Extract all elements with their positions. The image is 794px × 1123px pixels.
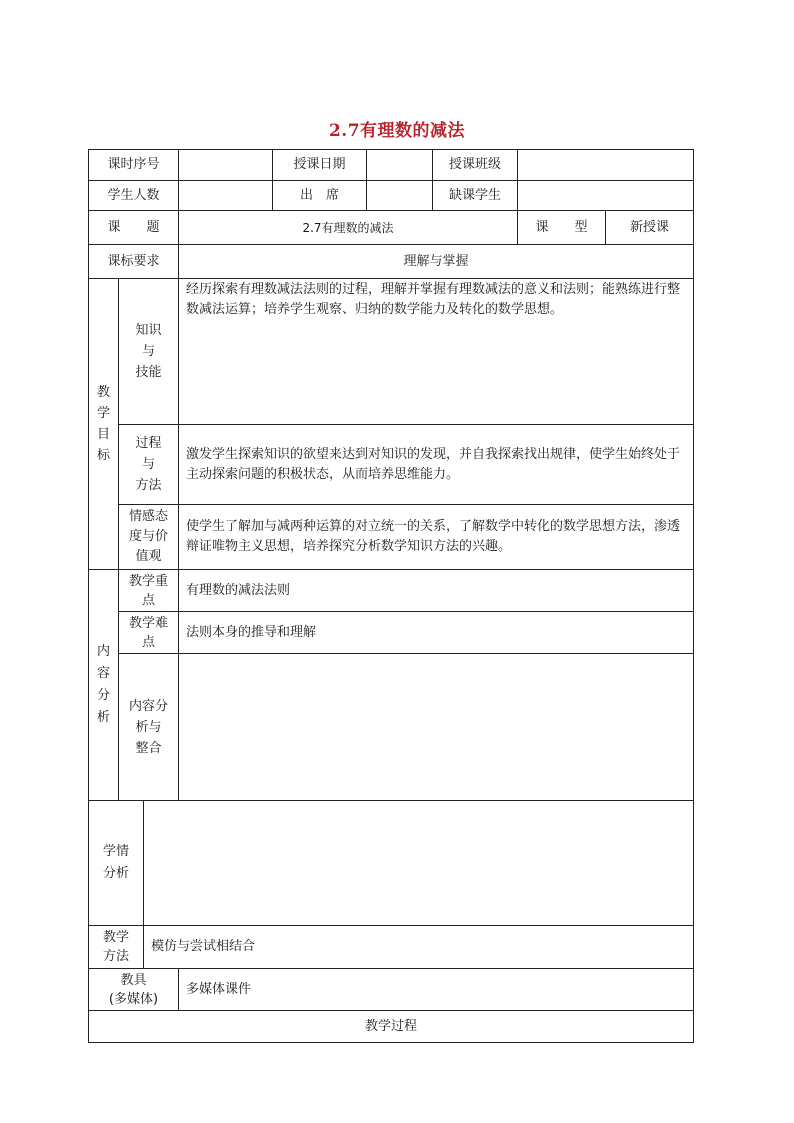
- content-integration-text[interactable]: [179, 654, 693, 800]
- student-count-value[interactable]: [179, 181, 272, 210]
- curriculum-standard-value: 理解与掌握: [403, 253, 469, 269]
- learner-analysis-text[interactable]: [144, 801, 693, 925]
- key-point-label: 教学重 点: [128, 573, 168, 608]
- content-analysis-group-label: 内容分析: [96, 644, 110, 725]
- absent-students-value[interactable]: [518, 181, 693, 210]
- curriculum-standard-label: 课标要求: [107, 253, 160, 269]
- teaching-method-label: 教学 方法: [102, 930, 129, 964]
- teaching-objectives-label: 教学目标: [96, 385, 110, 463]
- lesson-number-label: 课时序号: [107, 157, 160, 172]
- class-value[interactable]: [518, 150, 693, 180]
- key-point-text: 有理数的减法法则: [186, 582, 291, 598]
- topic-label: 课 题: [107, 219, 160, 235]
- teaching-method-text: 模仿与尝试相结合: [151, 939, 256, 954]
- content-integration-label: 内容分 析与 整合: [128, 698, 168, 756]
- attendance-label: 出 席: [299, 187, 339, 203]
- teaching-tools-text: 多媒体课件: [186, 981, 252, 997]
- teaching-date-value[interactable]: [367, 150, 432, 180]
- knowledge-skills-label: 知识 与 技能: [135, 323, 162, 380]
- difficulty-text: 法则本身的推导和理解: [186, 624, 317, 640]
- knowledge-skills-text: 经历探索有理数减法法则的过程，理解并掌握有理数减法的意义和法则；能熟练进行整数减法运算；培养学生观察、归纳的数学能力及转化的数学思想。: [186, 282, 681, 317]
- teaching-process-header: 教学过程: [364, 1018, 417, 1034]
- teaching-tools-label: 教具 (多媒体): [108, 972, 159, 1007]
- learner-analysis-label: 学情 分析: [102, 844, 129, 881]
- emotion-values-label: 情感态 度与价 值观: [128, 509, 168, 564]
- topic-value: 2.7有理数的减法: [302, 220, 394, 235]
- process-method-label: 过程 与 方法: [135, 436, 162, 493]
- lesson-type-value: 新授课: [629, 219, 669, 235]
- student-count-label: 学生人数: [107, 187, 160, 203]
- lesson-type-label: 课 型: [535, 219, 588, 235]
- teaching-date-label: 授课日期: [293, 157, 346, 172]
- difficulty-label: 教学难 点: [128, 615, 168, 650]
- class-label: 授课班级: [448, 157, 501, 172]
- page-title: 2.7有理数的减法: [328, 121, 466, 141]
- lesson-number-value[interactable]: [179, 150, 272, 180]
- emotion-values-text: 使学生了解加与减两种运算的对立统一的关系，了解数学中转化的数学思想方法，渗透辩证唯物主义思想，培养探究分析数学知识方法的兴趣。: [186, 519, 681, 554]
- attendance-value[interactable]: [367, 181, 432, 210]
- process-method-text: 激发学生探索知识的欲望来达到对知识的发现，并自我探索找出规律，使学生始终处于主动探索问题的积极状态，从而培养思维能力。: [186, 446, 681, 482]
- absent-students-label: 缺课学生: [448, 187, 501, 203]
